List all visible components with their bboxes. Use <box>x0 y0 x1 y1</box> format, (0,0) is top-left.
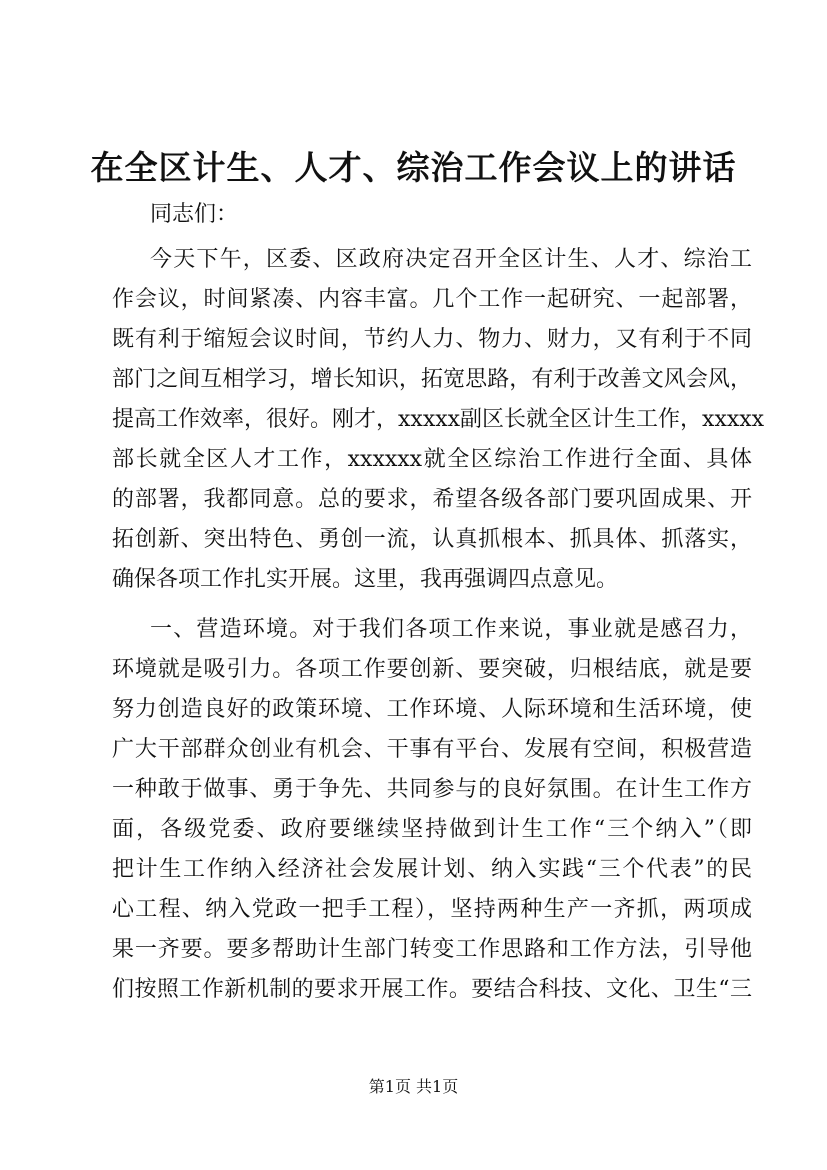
body-line: 果一齐要。要多帮助计生部门转变工作思路和工作方法，引导他 <box>112 937 752 962</box>
body-line: 拓创新、突出特色、勇创一流，认真抓根本、抓具体、抓落实， <box>112 527 752 552</box>
body-line: 把计生工作纳入经济社会发展计划、纳入实践“三个代表”的民 <box>112 857 752 882</box>
salutation: 同志们： <box>150 202 239 227</box>
document-title: 在全区计生、人才、综治工作会议上的讲话 <box>90 148 737 187</box>
body-line: 既有利于缩短会议时间，节约人力、物力、财力，又有利于不同 <box>112 327 752 352</box>
body-line: 广大干部群众创业有机会、干事有平台、发展有空间，积极营造 <box>112 737 752 762</box>
body-line: 确保各项工作扎实开展。这里，我再强调四点意见。 <box>112 567 619 592</box>
body-line: 提高工作效率，很好。刚才，xxxxx副区长就全区计生工作，xxxxx <box>112 407 765 432</box>
body-line: 的部署，我都同意。总的要求，希望各级各部门要巩固成果、开 <box>112 487 752 512</box>
body-line: 部长就全区人才工作，xxxxxx就全区综治工作进行全面、具体 <box>112 447 752 472</box>
page-number: 第1页 共1页 <box>368 1077 459 1096</box>
body-line: 面，各级党委、政府要继续坚持做到计生工作“三个纳入”（即 <box>112 817 752 842</box>
body-line: 一、营造环境。对于我们各项工作来说，事业就是感召力， <box>150 617 752 642</box>
body-line: 今天下午，区委、区政府决定召开全区计生、人才、综治工 <box>150 247 752 272</box>
body-line: 心工程、纳入党政一把手工程），坚持两种生产一齐抓，两项成 <box>112 897 752 922</box>
body-line: 环境就是吸引力。各项工作要创新、要突破，归根结底，就是要 <box>112 657 752 682</box>
body-line: 努力创造良好的政策环境、工作环境、人际环境和生活环境，使 <box>112 697 752 722</box>
body-line: 们按照工作新机制的要求开展工作。要结合科技、文化、卫生“三 <box>112 977 752 1002</box>
body-line: 一种敢于做事、勇于争先、共同参与的良好氛围。在计生工作方 <box>112 777 752 802</box>
body-line: 作会议，时间紧凑、内容丰富。几个工作一起研究、一起部署， <box>112 287 752 312</box>
body-line: 部门之间互相学习，增长知识，拓宽思路，有利于改善文风会风， <box>112 367 752 392</box>
